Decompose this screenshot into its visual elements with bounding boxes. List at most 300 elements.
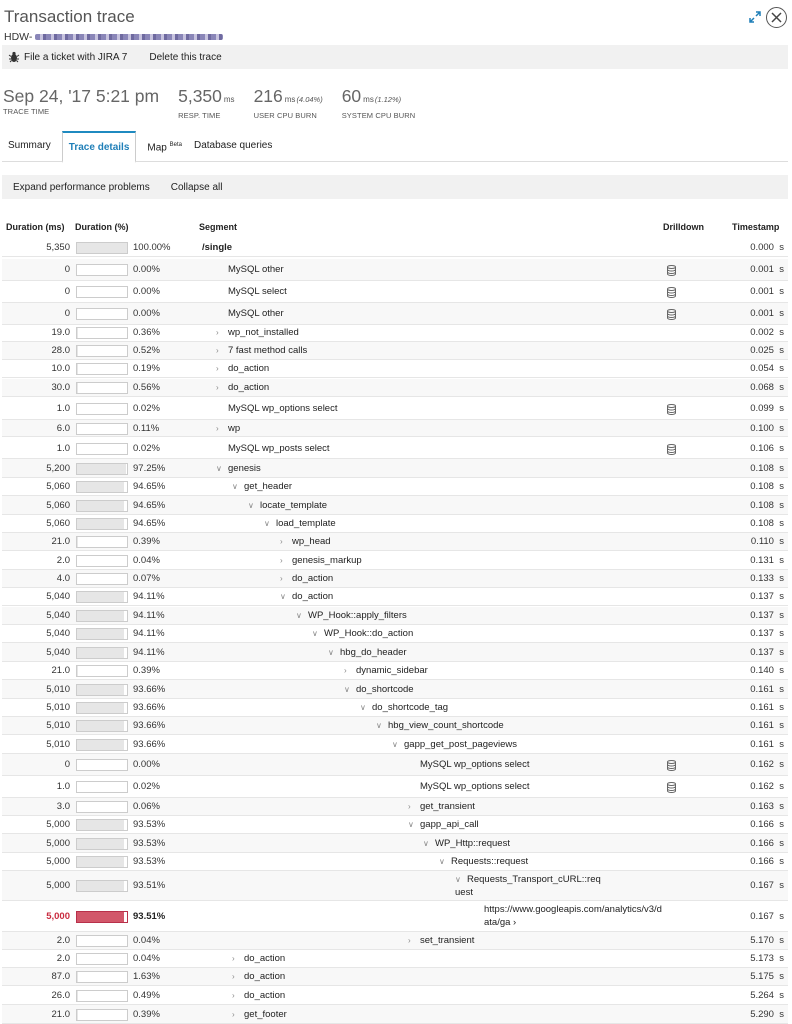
segment-label: MySQL wp_options select <box>420 781 530 792</box>
duration-bar <box>76 308 128 320</box>
trace-toolbar <box>2 175 788 199</box>
resp-time-label: RESP. TIME <box>178 111 221 120</box>
duration-pct: 0.39% <box>133 536 160 547</box>
segment-name[interactable] <box>216 363 269 374</box>
segment-name[interactable] <box>228 403 337 414</box>
tab-trace-details[interactable]: Trace details <box>62 131 137 163</box>
timestamp: 0.054 s <box>750 363 784 374</box>
timestamp: 5.264 s <box>750 990 784 1001</box>
timestamp: 0.166 s <box>750 838 784 849</box>
trace-row[interactable] <box>2 798 788 816</box>
trace-row[interactable] <box>2 932 788 950</box>
duration-ms: 5,000 <box>46 838 70 849</box>
duration-pct: 100.00% <box>133 242 171 253</box>
duration-bar <box>76 286 128 298</box>
trace-row[interactable] <box>2 607 788 625</box>
timestamp: 0.100 s <box>750 423 784 434</box>
duration-ms: 0 <box>64 759 70 770</box>
segment-name[interactable] <box>228 308 284 319</box>
segment-name[interactable] <box>328 647 407 658</box>
database-icon[interactable] <box>666 287 677 298</box>
chevron-right-icon[interactable]: › <box>216 424 219 433</box>
segment-name[interactable] <box>232 1009 287 1020</box>
system-cpu-label: SYSTEM CPU BURN <box>341 111 416 120</box>
duration-pct: 93.53% <box>133 856 166 867</box>
duration-bar-fill <box>77 881 124 891</box>
chevron-down-icon[interactable]: ∨ <box>439 857 445 866</box>
col-segment[interactable]: Segment <box>199 222 238 232</box>
segment-name[interactable] <box>228 443 330 454</box>
duration-ms: 28.0 <box>51 345 70 356</box>
segment-name[interactable] <box>280 573 333 584</box>
duration-bar-fill <box>77 501 124 511</box>
chevron-right-icon[interactable]: › <box>280 556 283 565</box>
duration-bar-fill <box>77 629 124 639</box>
duration-ms: 21.0 <box>51 1009 70 1020</box>
segment-label: MySQL wp_options select <box>420 759 530 770</box>
duration-bar <box>76 838 128 850</box>
segment-name[interactable] <box>408 801 475 812</box>
chevron-right-icon[interactable]: › <box>216 364 219 373</box>
chevron-down-icon[interactable]: ∨ <box>376 721 382 730</box>
duration-ms: 21.0 <box>51 536 70 547</box>
duration-bar <box>76 403 128 415</box>
segment-label: hbg_view_count_shortcode <box>388 720 504 731</box>
segment-name[interactable] <box>344 684 414 695</box>
tab-summary[interactable]: Summary <box>8 140 51 151</box>
duration-pct: 94.11% <box>133 628 165 639</box>
segment-name[interactable] <box>376 720 504 731</box>
chevron-down-icon[interactable]: ∨ <box>360 703 366 712</box>
timestamp: 0.025 s <box>750 345 784 356</box>
duration-bar-fill <box>77 839 124 849</box>
duration-bar <box>76 720 128 732</box>
chevron-down-icon[interactable]: ∨ <box>232 482 238 491</box>
duration-pct: 93.53% <box>133 838 166 849</box>
duration-pct: 1.63% <box>133 971 160 982</box>
trace-row[interactable] <box>2 901 788 932</box>
duration-bar-fill <box>77 611 124 621</box>
user-cpu-pct: (4.04%) <box>296 95 323 104</box>
trace-row[interactable] <box>2 643 788 662</box>
resp-time-value: 5,350 <box>178 86 222 106</box>
chevron-right-icon[interactable]: › <box>216 383 219 392</box>
segment-label: MySQL wp_posts select <box>228 443 330 454</box>
segment-name[interactable] <box>280 591 333 602</box>
segment-label: genesis <box>228 463 261 474</box>
tab-map[interactable] <box>141 131 188 162</box>
chevron-down-icon[interactable]: ∨ <box>296 611 302 620</box>
segment-label: wp_head <box>292 536 331 547</box>
segment-label: set_transient <box>420 935 475 946</box>
segment-label: 7 fast method calls <box>228 345 308 356</box>
duration-ms: 2.0 <box>56 555 70 566</box>
chevron-right-icon[interactable]: › <box>280 574 283 583</box>
chevron-right-icon[interactable]: › <box>232 954 235 963</box>
trace-row[interactable] <box>2 570 788 588</box>
trace-time-label: TRACE TIME <box>3 107 50 116</box>
segment-name[interactable] <box>280 536 331 547</box>
timestamp: 0.161 s <box>750 720 784 731</box>
trace-row[interactable] <box>2 281 788 303</box>
trace-row[interactable] <box>2 776 788 798</box>
segment-name[interactable] <box>232 990 285 1001</box>
trace-row[interactable] <box>2 735 788 754</box>
redacted-transaction-name <box>35 34 223 40</box>
segment-name[interactable] <box>408 819 479 830</box>
timestamp: 0.108 s <box>750 500 784 511</box>
duration-bar <box>76 911 128 923</box>
duration-ms: 5,040 <box>46 628 70 639</box>
segment-label: WP_Http::request <box>435 838 510 849</box>
chevron-right-icon[interactable]: › <box>408 802 411 811</box>
segment-name[interactable] <box>216 463 261 474</box>
trace-row[interactable] <box>2 342 788 360</box>
duration-pct: 97.25% <box>133 463 166 474</box>
duration-pct: 0.52% <box>133 345 160 356</box>
duration-pct: 94.11% <box>133 647 165 658</box>
duration-pct: 94.11% <box>133 591 165 602</box>
chevron-down-icon[interactable]: ∨ <box>423 839 429 848</box>
timestamp: 0.140 s <box>750 665 784 676</box>
trace-row[interactable] <box>2 398 788 420</box>
collapse-all-button[interactable]: Collapse all <box>170 181 223 193</box>
duration-pct: 93.66% <box>133 702 166 713</box>
duration-ms: 30.0 <box>51 382 70 393</box>
trace-row[interactable] <box>2 588 788 606</box>
chevron-right-icon[interactable]: › <box>232 972 235 981</box>
segment-name[interactable] <box>344 665 428 676</box>
chevron-down-icon[interactable]: ∨ <box>264 519 270 528</box>
duration-pct: 93.51% <box>133 911 166 922</box>
timestamp: 0.000 s <box>750 242 784 253</box>
transaction-name-prefix: HDW- <box>4 31 33 43</box>
duration-bar-fill <box>77 912 124 922</box>
timestamp: 0.099 s <box>750 403 784 414</box>
duration-bar <box>76 463 128 475</box>
segment-name[interactable] <box>392 739 517 750</box>
timestamp: 0.001 s <box>750 264 784 275</box>
duration-pct: 0.04% <box>133 555 160 566</box>
duration-bar <box>76 819 128 831</box>
segment-label: locate_template <box>260 500 328 511</box>
segment-name[interactable] <box>228 286 287 297</box>
trace-header <box>0 0 792 44</box>
chevron-down-icon[interactable]: ∨ <box>248 501 254 510</box>
trace-row[interactable] <box>2 303 788 325</box>
timestamp: 0.137 s <box>750 647 784 658</box>
trace-row[interactable] <box>2 698 788 717</box>
database-icon[interactable] <box>666 404 677 415</box>
duration-bar <box>76 971 128 983</box>
duration-bar <box>76 345 128 357</box>
trace-row[interactable] <box>2 324 788 342</box>
duration-pct: 0.56% <box>133 382 160 393</box>
timestamp: 0.001 s <box>750 286 784 297</box>
trace-row[interactable] <box>2 551 788 570</box>
segment-name[interactable] <box>232 953 285 964</box>
timestamp: 0.108 s <box>750 518 784 529</box>
segment-name[interactable] <box>248 500 327 511</box>
timestamp: 0.110 s <box>750 536 784 547</box>
duration-ms: 5,040 <box>46 647 70 658</box>
trace-row[interactable] <box>2 259 788 281</box>
duration-pct: 93.66% <box>133 684 166 695</box>
timestamp: 5.170 s <box>750 935 784 946</box>
duration-bar-fill <box>77 592 124 602</box>
trace-row[interactable] <box>2 717 788 735</box>
segment-label: do_action <box>244 971 286 982</box>
trace-row[interactable] <box>2 238 788 257</box>
duration-ms: 0 <box>64 264 70 275</box>
duration-bar-fill <box>77 648 124 658</box>
segment-label: /single <box>202 242 233 253</box>
chevron-right-icon[interactable]: › <box>216 328 219 337</box>
duration-ms: 5,060 <box>46 500 70 511</box>
stat-user-cpu <box>254 86 323 120</box>
duration-pct: 0.02% <box>133 443 160 454</box>
duration-bar <box>76 518 128 530</box>
duration-ms: 5,000 <box>46 856 70 867</box>
duration-pct: 0.00% <box>133 264 160 275</box>
trace-row[interactable] <box>2 950 788 968</box>
duration-ms: 21.0 <box>51 665 70 676</box>
chevron-down-icon[interactable]: ∨ <box>344 685 350 694</box>
segment-label: gapp_api_call <box>420 819 479 830</box>
duration-bar <box>76 990 128 1002</box>
trace-row[interactable] <box>2 420 788 437</box>
segment-name[interactable] <box>420 781 529 792</box>
duration-ms: 3.0 <box>56 801 70 812</box>
duration-pct: 0.49% <box>133 990 160 1001</box>
segment-name[interactable] <box>216 382 269 393</box>
duration-bar-fill <box>77 721 124 731</box>
duration-ms: 0 <box>64 286 70 297</box>
duration-bar-fill <box>77 740 124 750</box>
chevron-right-icon[interactable]: › <box>232 991 235 1000</box>
stat-resp-time <box>178 86 234 120</box>
trace-row[interactable] <box>2 379 788 397</box>
bug-icon <box>8 51 20 63</box>
duration-ms: 5,010 <box>46 739 70 750</box>
trace-row[interactable] <box>2 871 788 901</box>
timestamp: 0.068 s <box>750 382 784 393</box>
duration-ms: 1.0 <box>56 781 70 792</box>
segment-name[interactable] <box>216 327 299 338</box>
duration-ms: 6.0 <box>56 423 70 434</box>
timestamp: 0.131 s <box>750 555 784 566</box>
segment-label: WP_Hook::apply_filters <box>308 610 407 621</box>
segment-name[interactable] <box>423 838 510 849</box>
segment-name[interactable] <box>228 264 284 275</box>
duration-bar-fill <box>77 857 124 867</box>
duration-ms: 5,350 <box>46 242 70 253</box>
file-ticket-button[interactable] <box>2 45 133 69</box>
system-cpu-pct: (1.12%) <box>374 95 402 104</box>
tab-map-label: Map <box>147 142 167 154</box>
duration-bar <box>76 327 128 339</box>
trace-row[interactable] <box>2 439 788 459</box>
chevron-down-icon[interactable]: ∨ <box>392 740 398 749</box>
duration-bar <box>76 739 128 751</box>
segment-label: do_action <box>292 591 334 602</box>
segment-name[interactable] <box>202 242 232 253</box>
segment-label: hbg_do_header <box>340 647 407 658</box>
duration-pct: 0.00% <box>133 286 160 297</box>
duration-bar <box>76 443 128 455</box>
trace-row[interactable] <box>2 680 788 699</box>
stat-trace-time <box>3 86 159 120</box>
timestamp: 0.133 s <box>750 573 784 584</box>
segment-label: get_footer <box>244 1009 287 1020</box>
segment-label: gapp_get_post_pageviews <box>404 739 518 750</box>
duration-bar <box>76 880 128 892</box>
duration-ms: 5,010 <box>46 720 70 731</box>
duration-bar <box>76 481 128 493</box>
duration-ms: 4.0 <box>56 573 70 584</box>
chevron-down-icon[interactable]: ∨ <box>312 629 318 638</box>
timestamp: 0.166 s <box>750 819 784 830</box>
duration-bar <box>76 781 128 793</box>
trace-row[interactable] <box>2 968 788 986</box>
chevron-down-icon[interactable]: ∨ <box>455 875 461 884</box>
chevron-right-icon[interactable]: › <box>232 1010 235 1019</box>
user-cpu-value: 216 <box>253 86 283 106</box>
chevron-right-icon[interactable]: › <box>216 346 219 355</box>
expand-performance-problems-button[interactable]: Expand performance problems <box>13 181 150 193</box>
trace-row[interactable] <box>2 987 788 1005</box>
duration-bar-fill <box>77 464 126 474</box>
segment-name[interactable] <box>232 481 292 492</box>
segment-name[interactable] <box>296 610 407 621</box>
timestamp: 0.001 s <box>750 308 784 319</box>
duration-pct: 0.06% <box>133 801 160 812</box>
trace-row[interactable] <box>2 754 788 776</box>
duration-ms: 5,010 <box>46 684 70 695</box>
beta-badge: Beta <box>169 142 182 148</box>
duration-ms: 1.0 <box>56 443 70 454</box>
duration-ms: 5,000 <box>46 911 70 922</box>
segment-name[interactable] <box>439 856 528 867</box>
duration-bar <box>76 573 128 585</box>
segment-name[interactable] <box>408 935 474 946</box>
timestamp: 5.173 s <box>750 953 784 964</box>
segment-name[interactable] <box>360 702 448 713</box>
chevron-right-icon[interactable]: › <box>344 666 347 675</box>
trace-row[interactable] <box>2 478 788 496</box>
col-duration-pct[interactable]: Duration (%) <box>75 222 129 232</box>
duration-pct: 0.00% <box>133 759 160 770</box>
trace-row[interactable] <box>2 496 788 515</box>
trace-row[interactable] <box>2 1005 788 1024</box>
segment-name[interactable] <box>420 759 529 770</box>
duration-bar <box>76 555 128 567</box>
trace-row[interactable] <box>2 625 788 643</box>
chevron-down-icon[interactable]: ∨ <box>280 592 286 601</box>
timestamp: 5.175 s <box>750 971 784 982</box>
timestamp: 0.137 s <box>750 591 784 602</box>
duration-ms: 2.0 <box>56 935 70 946</box>
duration-ms: 5,010 <box>46 702 70 713</box>
database-icon[interactable] <box>666 782 677 793</box>
duration-bar <box>76 382 128 394</box>
trace-row[interactable] <box>2 533 788 551</box>
trace-actions-bar <box>2 45 788 69</box>
segment-name[interactable] <box>312 628 413 639</box>
col-drilldown: Drilldown <box>663 222 704 232</box>
timestamp: 0.167 s <box>750 880 784 891</box>
system-cpu-value: 60 <box>341 86 362 106</box>
segment-name[interactable] <box>232 971 285 982</box>
database-icon[interactable] <box>666 309 677 320</box>
segment-name[interactable] <box>216 423 240 434</box>
segment-label: get_transient <box>420 801 475 812</box>
database-icon[interactable] <box>666 265 677 276</box>
segment-label: do_shortcode_tag <box>372 702 449 713</box>
timestamp: 0.166 s <box>750 856 784 867</box>
segment-label: MySQL other <box>228 264 284 275</box>
chevron-down-icon[interactable]: ∨ <box>328 648 334 657</box>
chevron-down-icon[interactable]: ∨ <box>216 464 222 473</box>
duration-bar <box>76 536 128 548</box>
chevron-right-icon[interactable]: › <box>280 537 283 546</box>
segment-name[interactable] <box>280 555 362 566</box>
duration-pct: 0.02% <box>133 781 160 792</box>
expand-icon[interactable] <box>748 10 762 24</box>
trace-row[interactable] <box>2 662 788 680</box>
delete-trace-button[interactable] <box>143 45 227 69</box>
col-duration-ms[interactable]: Duration (ms) <box>6 222 65 232</box>
duration-pct: 0.07% <box>133 573 160 584</box>
database-icon[interactable] <box>666 760 677 771</box>
segment-name[interactable] <box>264 518 336 529</box>
close-icon[interactable] <box>766 7 787 28</box>
duration-bar <box>76 665 128 677</box>
col-timestamp[interactable]: Timestamp <box>732 222 780 232</box>
timestamp: 0.161 s <box>750 702 784 713</box>
duration-bar <box>76 684 128 696</box>
chevron-down-icon[interactable]: ∨ <box>408 820 414 829</box>
duration-pct: 94.65% <box>133 481 166 492</box>
duration-bar-fill <box>77 703 124 713</box>
chevron-right-icon[interactable]: › <box>408 936 411 945</box>
segment-label: get_header <box>244 481 293 492</box>
timestamp: 0.161 s <box>750 684 784 695</box>
segment-name[interactable] <box>216 345 307 356</box>
timestamp: 0.162 s <box>750 759 784 770</box>
database-icon[interactable] <box>666 444 677 455</box>
trace-row[interactable] <box>2 853 788 871</box>
segment-name[interactable] <box>484 903 664 929</box>
segment-label: MySQL wp_options select <box>228 403 338 414</box>
duration-ms: 5,060 <box>46 518 70 529</box>
duration-ms: 5,000 <box>46 880 70 891</box>
timestamp: 0.163 s <box>750 801 784 812</box>
system-cpu-unit: ms <box>363 95 374 104</box>
trace-row[interactable] <box>2 834 788 853</box>
trace-row[interactable] <box>2 515 788 533</box>
segment-name[interactable] <box>455 873 605 899</box>
trace-row[interactable] <box>2 459 788 478</box>
duration-bar <box>76 1009 128 1021</box>
duration-pct: 93.66% <box>133 720 166 731</box>
trace-row[interactable] <box>2 816 788 834</box>
trace-row[interactable] <box>2 360 788 378</box>
duration-pct: 0.19% <box>133 363 160 374</box>
segment-label: load_template <box>276 518 336 529</box>
tab-database-queries[interactable]: Database queries <box>193 140 273 151</box>
duration-ms: 5,000 <box>46 819 70 830</box>
